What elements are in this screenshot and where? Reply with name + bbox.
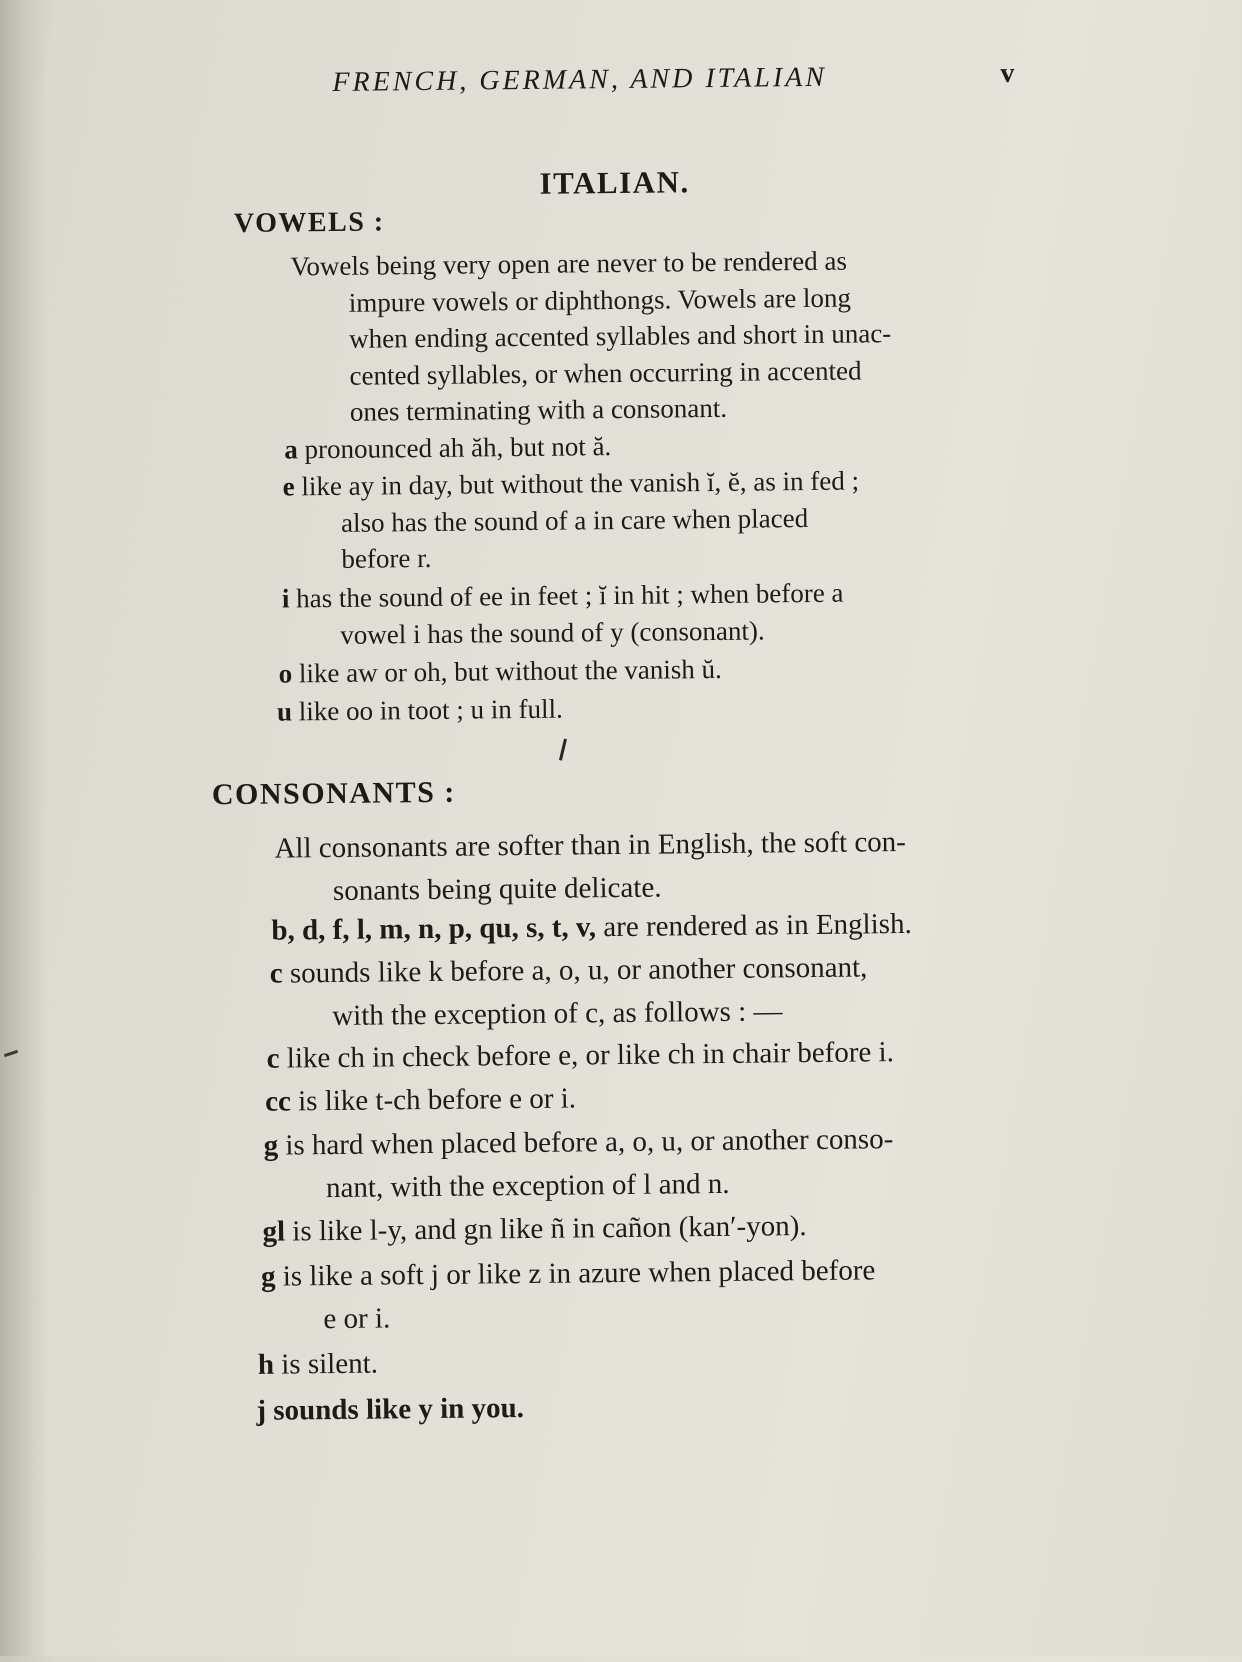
- text-line: with the exception of c, as follows : —: [332, 995, 783, 1033]
- entry-letter: i: [281, 583, 290, 614]
- entry-text: like aw or oh, but without the vanish ŭ.: [291, 653, 722, 689]
- entry-letter: e: [282, 471, 295, 502]
- entry-letter: h: [257, 1348, 275, 1381]
- entry-text: like oo in toot ; u in full.: [291, 693, 563, 727]
- consonant-g-soft-entry: [261, 1249, 876, 1341]
- entry-letter: o: [278, 658, 293, 689]
- entry-text: is silent.: [273, 1347, 379, 1381]
- consonants-plain-entry: [271, 903, 912, 953]
- entry-letter: g: [260, 1260, 276, 1293]
- entry-text: like ay in day, but without the vanish ĭ, ĕ, as in fed ;: [294, 465, 860, 502]
- vowel-a-entry: [284, 428, 611, 468]
- vowel-i-entry: [282, 575, 844, 654]
- entry-letter: u: [276, 696, 293, 727]
- text-line: before r.: [341, 542, 432, 574]
- text-line: e or i.: [323, 1302, 391, 1336]
- text-line: sonants being quite delicate.: [332, 871, 662, 908]
- entry-text: is like a soft j or like z in azure when placed before: [275, 1254, 876, 1293]
- text-line: cented syllables, or when occurring in accented: [349, 354, 862, 391]
- entry-letter: c: [269, 957, 283, 990]
- running-header: FRENCH, GERMAN, AND ITALIAN: [332, 61, 828, 98]
- entry-letter: g: [263, 1129, 279, 1162]
- consonant-h-entry: [258, 1343, 379, 1387]
- stray-mark: [559, 739, 567, 761]
- entry-text: has the sound of ee in feet ; ĭ in hit ; when before a: [289, 577, 844, 614]
- text-line: nant, with the exception of l and n.: [325, 1167, 730, 1205]
- consonant-j-entry: [256, 1387, 524, 1433]
- text-line: vowel i has the sound of y (consonant).: [340, 614, 765, 650]
- vowels-heading: VOWELS :: [233, 206, 385, 240]
- entry-text: is hard when placed before a, o, u, or another conso-: [277, 1123, 894, 1162]
- consonant-cc-entry: [265, 1077, 576, 1123]
- entry-letter: c: [266, 1042, 280, 1075]
- entry-text: pronounced ah ăh, but not ă.: [297, 431, 612, 465]
- text-line: when ending accented syllables and short in unac-: [348, 318, 892, 354]
- consonants-heading: CONSONANTS :: [211, 775, 456, 812]
- text-line: impure vowels or diphthongs. Vowels are long: [348, 282, 852, 318]
- entry-text: like ch in check before e, or like ch in chair before i.: [279, 1036, 895, 1075]
- entry-letter: cc: [264, 1085, 292, 1118]
- vowel-e-entry: [283, 462, 860, 578]
- entry-text: sounds like y in you.: [265, 1392, 525, 1427]
- consonants-intro: [274, 821, 906, 914]
- text-line: Vowels being very open are never to be rendered as: [290, 245, 848, 282]
- section-title: ITALIAN.: [539, 164, 690, 201]
- page-number: v: [1000, 57, 1015, 89]
- consonant-c-soft-entry: [266, 1031, 894, 1081]
- text-line: All consonants are softer than in English, the soft con-: [274, 826, 907, 865]
- entry-text: sounds like k before a, o, u, or another consonant,: [282, 951, 868, 990]
- vowel-u-entry: [277, 691, 563, 730]
- text-line: also has the sound of a in care when placed: [340, 502, 809, 538]
- vowels-intro: [290, 242, 892, 431]
- entry-letter: a: [284, 434, 298, 465]
- entry-letter: j: [256, 1394, 267, 1427]
- vowel-o-entry: [278, 651, 722, 692]
- entry-text: are rendered as in English.: [595, 907, 912, 944]
- entry-text: is like t-ch before e or i.: [290, 1082, 577, 1118]
- entry-letter: b, d, f, l, m, n, p, qu, s, t, v,: [271, 911, 597, 947]
- consonant-gl-entry: [262, 1205, 806, 1254]
- text-line: ones terminating with a consonant.: [349, 392, 728, 427]
- entry-letter: gl: [262, 1215, 286, 1248]
- consonant-g-hard-entry: [263, 1118, 894, 1211]
- entry-text: is like l-y, and gn like ñ in cañon (kan′-yon).: [284, 1210, 807, 1248]
- consonant-c-hard-entry: [270, 946, 868, 1038]
